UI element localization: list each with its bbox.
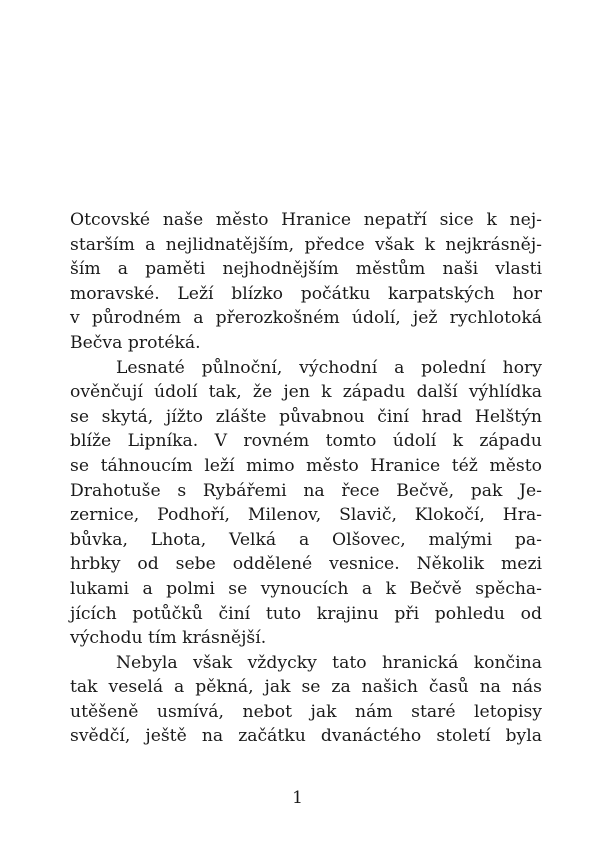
text-line: se táhnoucím leží mimo město Hranice též město [70, 455, 542, 476]
text-line: moravské. Leží blízko počátku karpatských hor [70, 283, 542, 304]
page-number: 1 [292, 788, 303, 808]
text-line: Lesnaté půlnoční, východní a polední hory [116, 357, 542, 378]
paragraph-1 [70, 208, 542, 356]
text-line: Otcovské naše město Hranice nepatří sice k nej- [70, 210, 542, 230]
text-line: jících potůčků činí tuto krajinu při pohledu od [70, 603, 542, 624]
body-text [70, 208, 542, 749]
text-line: tak veselá a pěkná, jak se za našich časů na nás [70, 677, 542, 698]
text-line: Drahotuše s Rybářemi na řece Bečvě, pak Je- [70, 480, 542, 501]
text-line: hrbky od sebe oddělené vesnice. Několik mezi [70, 554, 542, 575]
text-line: v půrodném a přerozkošném údolí, jež rychlotoká [70, 308, 542, 329]
text-line: bůvka, Lhota, Velká a Olšovec, malými pa- [70, 529, 542, 550]
text-line: východu tím krásnější. [70, 628, 267, 649]
paragraph-2 [70, 356, 542, 651]
text-line: zernice, Podhoří, Milenov, Slavič, Klokočí, Hra- [70, 505, 542, 526]
text-line: se skytá, jížto zlášte půvabnou činí hrad Helštýn [70, 406, 542, 427]
paragraph-3 [70, 651, 542, 749]
text-line: lukami a polmi se vynoucích a k Bečvě spěcha- [70, 578, 542, 599]
text-line: starším a nejlidnatějším, předce však k nejkrásněj- [70, 234, 542, 255]
text-line: svědčí, ještě na začátku dvanáctého století byla [70, 726, 542, 747]
text-line: blíže Lipníka. V rovném tomto údolí k západu [70, 431, 542, 452]
text-line: ším a paměti nejhodnějším městům naši vlasti [70, 259, 542, 280]
text-line: Nebyla však vždycky tato hranická končina [116, 652, 542, 673]
text-line: ověnčují údolí tak, že jen k západu další výhlídka [70, 382, 542, 403]
text-line: Bečva protéká. [70, 332, 201, 353]
text-line: utěšeně usmívá, nebot jak nám staré letopisy [70, 701, 542, 722]
